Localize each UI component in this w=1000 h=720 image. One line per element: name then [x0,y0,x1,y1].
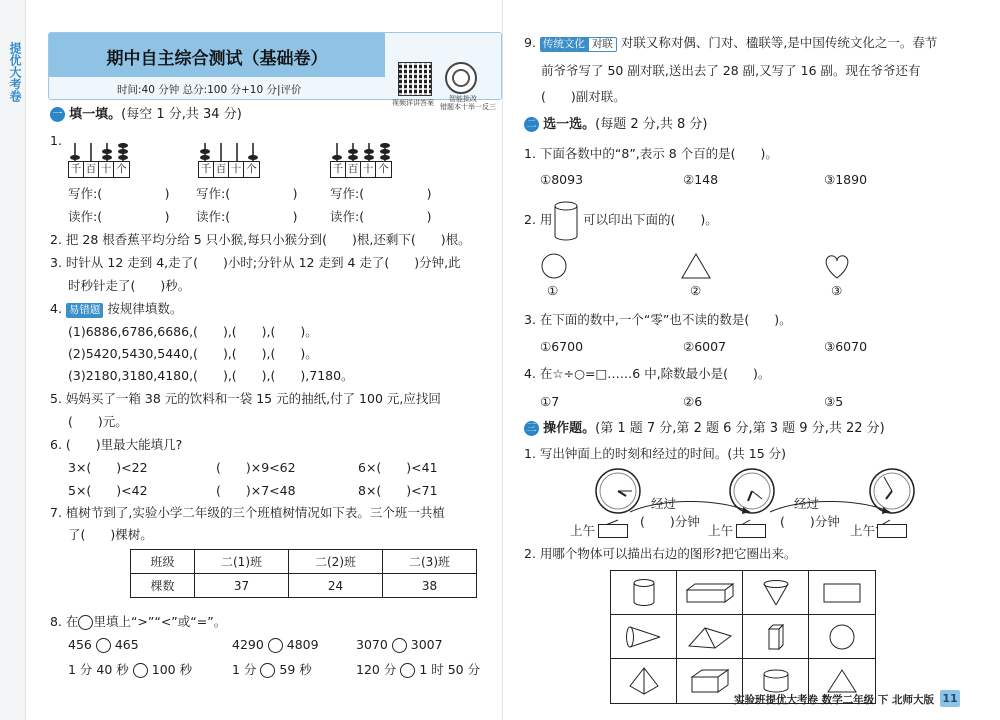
smart-grading-seal-icon [445,62,477,94]
test-meta: 时间:40 分钟 总分:100 分+10 分|评价 [117,84,302,96]
answer-circle-icon [78,615,93,630]
op-2-text: 2. 用哪个物体可以描出右边的图形?把它圈出来。 [524,546,797,561]
table-cell: 棵数 [131,574,195,598]
target-shape-circle-cell [809,615,875,659]
q8-item [232,637,319,653]
elapsed-minutes-2[interactable]: ( )分钟 [780,514,840,529]
triangle-shape-icon[interactable] [680,252,712,280]
q9-line-3: ( )副对联。 [541,89,626,104]
q8-right: 465 [114,637,139,652]
q7-text-1: 7. 植树节到了,实验小学二年级的三个班植树情况如下表。三个班一共植 [50,505,445,520]
table-header-cell: 班级 [131,550,195,574]
q8-item [68,637,139,653]
q8-right: 1 时 50 分 [419,662,481,677]
tall-cuboid-icon [765,623,787,651]
pyramid-icon [628,666,660,696]
table-cell: 37 [195,574,289,598]
box-icon [688,667,732,695]
q8-left: 456 [68,637,92,652]
compare-circle-input[interactable] [392,638,407,653]
abacus-1-label: 千 [69,162,84,177]
time-answer-box[interactable] [736,524,766,538]
section-3-heading [524,421,885,437]
abacus-1 [68,143,132,179]
test-title: 期中自主综合测试（基础卷） [106,49,328,69]
choice-4-option[interactable]: ③5 [824,394,844,409]
q7-tree-table [130,549,477,598]
choice-4-option[interactable]: ②6 [683,394,703,409]
page-number: 11 [940,690,960,707]
q7-text-2: 了( )棵树。 [68,527,153,542]
table-row [131,574,477,598]
q6-item: 6×( )<41 [358,460,438,475]
q5-text-2: ( )元。 [68,414,128,429]
choice-2-option-label: ② [690,283,702,298]
q5-text-1: 5. 妈妈买了一箱 38 元的饮料和一袋 15 元的抽纸,付了 100 元,应找回 [50,391,441,406]
q4-number: 4. [50,301,62,316]
q9-text: 对联又称对偶、门对、楹联等,是中国传统文化之一。春节 [620,35,938,50]
section-1-heading [50,107,242,123]
cube-solid-cell[interactable] [743,615,809,659]
qr-caption: 视频详讲答案 [392,99,434,107]
heart-shape-icon[interactable] [822,252,852,280]
prism-solid-cell[interactable] [677,615,743,659]
q8-left: 1 分 [232,662,257,677]
abacus-1-label: 个 [116,163,127,175]
cone-solid-cell[interactable] [743,571,809,615]
q4-text: 按规律填数。 [107,301,183,316]
choice-1-option[interactable]: ①8093 [540,172,584,187]
q1-write-3[interactable]: 写作:( ) [330,186,432,201]
q8-item [232,662,312,678]
compare-circle-input[interactable] [268,638,283,653]
cuboid-solid-cell[interactable] [677,571,743,615]
elapsed-label: 经过 [794,496,820,511]
table-cell: 38 [383,574,477,598]
elapsed-minutes-1[interactable]: ( )分钟 [640,514,700,529]
q4-row-1: (1)6886,6786,6686,( ),( ),( )。 [68,324,318,339]
q1-write-2[interactable]: 写作:( ) [196,186,298,201]
q8-left: 1 分 40 秒 [68,662,129,677]
am-label: 上午 [850,523,876,538]
cylinder-icon [553,200,579,242]
cylinder-solid-cell[interactable] [611,571,677,615]
q9-number: 9. [524,35,536,50]
table-cell: 24 [289,574,383,598]
choice-2-text-post: 可以印出下面的( )。 [583,212,718,227]
footer-book-title: 实验班提优大考卷 数学二年级 下 北师大版 [734,694,934,706]
rectangle-icon [822,582,862,604]
cylinder-icon [631,578,657,608]
time-answer-box[interactable] [598,524,628,538]
choice-2-option-label: ③ [831,283,843,298]
abacus-2-label: 十 [229,162,244,177]
abacus-2-label: 千 [199,162,214,177]
compare-circle-input[interactable] [96,638,111,653]
inverted-cone-icon [761,579,791,607]
choice-2-option-label: ① [547,283,559,298]
elapsed-label: 经过 [651,496,677,511]
pyramid-solid-cell[interactable] [611,659,677,703]
cuboid-icon [683,582,737,604]
q6-text: 6. ( )里最大能填几? [50,437,183,452]
section-2-note: (每题 2 分,共 8 分) [595,117,708,132]
seal-caption-1: 智能批改 [449,95,477,103]
q1-read-3[interactable]: 读作:( ) [330,209,432,224]
section-2-heading [524,117,708,133]
q8-right: 59 秒 [279,662,312,677]
abacus-2 [198,143,262,179]
section-1-title: 填一填。 [69,107,122,122]
choice-3-text: 3. 在下面的数中,一个“零”也不读的数是( )。 [524,312,792,327]
table-header-cell: 二(2)班 [289,550,383,574]
q9-tag-culture: 传统文化 [540,37,588,52]
page-fold [502,0,503,720]
circle-icon [827,622,857,652]
choice-3-option[interactable]: ③6070 [824,339,868,354]
q9-line-1 [524,35,937,52]
choice-3-option[interactable]: ①6700 [540,339,584,354]
q8-item [68,662,192,678]
abacus-3-label: 百 [346,162,361,177]
q4-heading [50,301,182,318]
q8-heading [50,614,226,630]
q8-left: 3070 [356,637,388,652]
compare-circle-input[interactable] [133,663,148,678]
abacus-2-label: 个 [246,163,257,175]
q8-right: 100 秒 [151,662,193,677]
q1-write-1[interactable]: 写作:( ) [68,186,170,201]
abacus-3-label: 千 [331,162,346,177]
choice-2-text-pre: 2. 用 [524,212,553,227]
target-shape-rectangle-cell [809,571,875,615]
spine [0,0,26,720]
q6-item: 5×( )<42 [68,483,148,498]
time-answer-box[interactable] [877,524,907,538]
compare-circle-input[interactable] [260,663,275,678]
test-header [48,32,502,100]
q4-row-2: (2)5420,5430,5440,( ),( ),( )。 [68,346,318,361]
q6-item: 8×( )<71 [358,483,438,498]
am-label: 上午 [708,523,734,538]
am-label: 上午 [570,523,596,538]
choice-4-text: 4. 在☆÷○=□……6 中,除数最小是( )。 [524,366,771,381]
q8-text-pre: 在 [65,614,79,629]
q2-text: 2. 把 28 根香蕉平均分给 5 只小猴,每只小猴分到( )根,还剩下( )根。 [50,232,471,247]
table-header-cell: 二(3)班 [383,550,477,574]
q1-read-1[interactable]: 读作:( ) [68,209,170,224]
abacus-1-label: 十 [99,162,114,177]
abacus-1-label: 百 [84,162,99,177]
choice-1-option[interactable]: ②148 [683,172,719,187]
shape-tracing-table [610,570,876,704]
circle-shape-icon[interactable] [540,252,568,280]
lying-cone-icon [624,624,664,650]
q8-number: 8. [50,614,62,629]
q8-text-post: 里填上“>”“<”或“=”。 [93,614,227,629]
q3-text-1: 3. 时针从 12 走到 4,走了( )小时;分针从 12 走到 4 走了( )分钟,此 [50,255,461,270]
spine-brand: 提优大考卷 [8,42,22,102]
abacus-3-label: 个 [378,163,389,175]
q6-item: ( )×9<62 [216,460,296,475]
abacus-3-label: 十 [361,162,376,177]
q9-line-2: 前爷爷写了 50 副对联,送出去了 28 副,又写了 16 副。现在爷爷还有 [541,63,921,78]
q4-row-3: (3)2180,3180,4180,( ),( ),( ),7180。 [68,368,354,383]
q8-item [356,637,443,653]
section-3-note: (第 1 题 7 分,第 2 题 6 分,第 3 题 9 分,共 22 分) [595,421,885,436]
cone-lying-cell[interactable] [611,615,677,659]
section-1-note: (每空 1 分,共 34 分) [121,107,242,122]
q8-right: 4809 [286,637,319,652]
q1-read-2[interactable]: 读作:( ) [196,209,298,224]
section-3-title: 操作题。 [543,421,596,436]
section-2-number: 二 [524,117,539,132]
q9-tag-couplet: 对联 [588,37,617,52]
op-1-text: 1. 写出钟面上的时刻和经过的时间。(共 15 分) [524,446,787,461]
abacus-2-label: 百 [214,162,229,177]
table-header-cell: 二(1)班 [195,550,289,574]
choice-1-text: 1. 下面各数中的“8”,表示 8 个百的是( )。 [524,146,778,161]
q6-item: 3×( )<22 [68,460,148,475]
q8-item [356,662,480,678]
q3-text-2: 时秒针走了( )秒。 [68,278,191,293]
q8-left: 120 分 [356,662,397,677]
q8-left: 4290 [232,637,264,652]
compare-circle-input[interactable] [400,663,415,678]
choice-1-option[interactable]: ③1890 [824,172,868,187]
section-1-number: 一 [50,107,65,122]
q1-number: 1. [50,133,62,148]
abacus-3 [330,143,394,179]
choice-4-option[interactable]: ①7 [540,394,560,409]
q4-tag-mistake-prone: 易错题 [66,303,104,318]
choice-3-option[interactable]: ②6007 [683,339,727,354]
q8-right: 3007 [410,637,443,652]
q6-item: ( )×7<48 [216,483,296,498]
triangular-prism-icon [685,624,735,650]
section-3-number: 三 [524,421,539,436]
table-row [131,550,477,574]
section-2-title: 选一选。 [543,117,596,132]
triangle-icon [825,667,859,695]
qr-code-icon[interactable] [398,62,432,96]
seal-caption-2: 错题本十举一反三 [440,103,496,111]
